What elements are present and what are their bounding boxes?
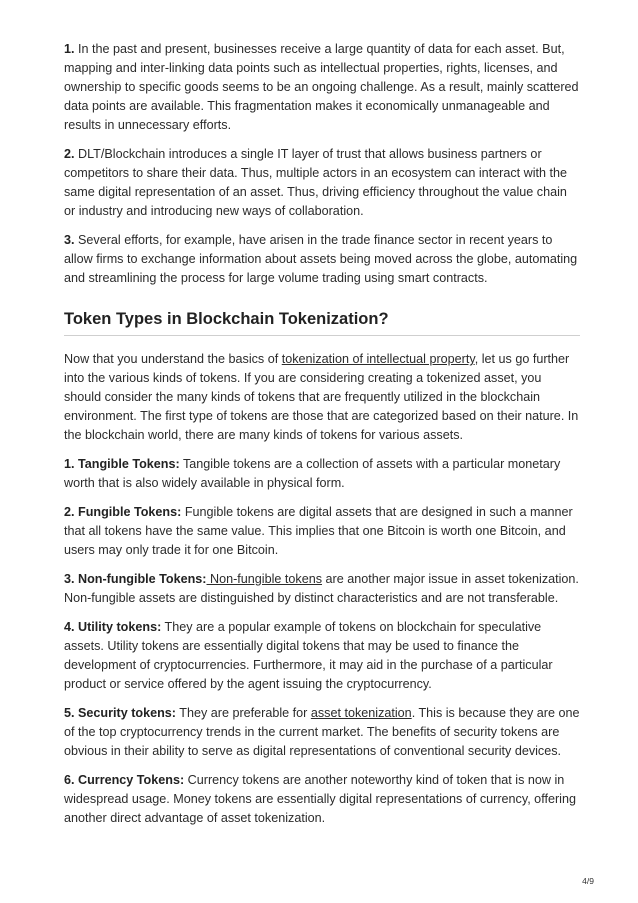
asset-tokenization-link[interactable]: asset tokenization bbox=[310, 706, 412, 720]
security-tokens-text: . This is because they are one of the top cryptocurrency trends in the current market. The benefits of security tokens are obvious in their ability to serve as digital representations of conventional security devices. bbox=[64, 706, 580, 758]
intro-paragraph-2 bbox=[64, 145, 580, 221]
tangible-tokens-label: 1. Tangible Tokens: bbox=[64, 457, 180, 471]
security-tokens-before: They are preferable for bbox=[176, 706, 311, 720]
utility-tokens-paragraph bbox=[64, 618, 580, 694]
currency-tokens-text: Currency tokens are another noteworthy kind of token that is now in widespread usage. Money tokens are essentially digital representations of currency, offering another direct advantage of asset tokenization. bbox=[64, 773, 576, 825]
utility-tokens-text: They are a popular example of tokens on blockchain for speculative assets. Utility tokens are essentially digital tokens that may be used to finance the development of cryptocurrencies. Furthermore, it may aid in the purchase of a particular product or service offered by the agent issuing the cryptocurrency. bbox=[64, 620, 553, 691]
intro-paragraph-1 bbox=[64, 40, 580, 135]
fungible-tokens-label: 2. Fungible Tokens: bbox=[64, 505, 182, 519]
tangible-tokens-paragraph bbox=[64, 455, 580, 493]
section-intro-paragraph bbox=[64, 350, 580, 445]
fungible-tokens-text: Fungible tokens are digital assets that are designed in such a manner that all tokens have the same value. This implies that one Bitcoin is worth one Bitcoin, and users may only trade it for one Bitcoin. bbox=[64, 505, 573, 557]
intro-paragraph-3 bbox=[64, 231, 580, 288]
intro-text-3: Several efforts, for example, have arisen in the trade finance sector in recent years to allow firms to exchange information about assets being moved across the globe, automating and streamlining the process for large volume trading using smart contracts. bbox=[64, 233, 578, 285]
currency-tokens-label: 6. Currency Tokens: bbox=[64, 773, 185, 787]
page-number: 4/9 bbox=[582, 876, 594, 886]
section-intro-before: Now that you understand the basics of bbox=[64, 352, 282, 366]
intro-number-1: 1. bbox=[64, 42, 75, 56]
fungible-tokens-paragraph bbox=[64, 503, 580, 560]
tangible-tokens-text: Tangible tokens are a collection of assets with a particular monetary worth that is also widely available in physical form. bbox=[64, 457, 561, 490]
security-tokens-label: 5. Security tokens: bbox=[64, 706, 176, 720]
non-fungible-tokens-link[interactable]: Non-fungible tokens bbox=[206, 572, 323, 586]
non-fungible-tokens-text: are another major issue in asset tokenization. Non-fungible assets are distinguished by distinct characteristics and are not transferable. bbox=[64, 572, 579, 605]
section-intro-after: , let us go further into the various kinds of tokens. If you are considering creating a tokenized asset, you should consider the many kinds of tokens that are frequently utilized in the blockchain environment. The first type of tokens are those that are categorized based on their nature. In the blockchain world, there are many kinds of tokens for various assets. bbox=[64, 352, 579, 442]
non-fungible-tokens-paragraph bbox=[64, 570, 580, 608]
security-tokens-paragraph bbox=[64, 704, 580, 761]
currency-tokens-paragraph bbox=[64, 771, 580, 828]
intro-number-2: 2. bbox=[64, 147, 75, 161]
document-body bbox=[64, 40, 580, 838]
non-fungible-tokens-label: 3. Non-fungible Tokens: bbox=[64, 572, 207, 586]
intro-text-2: DLT/Blockchain introduces a single IT layer of trust that allows business partners or competitors to share their data. Thus, multiple actors in an ecosystem can interact with the same digital representation of an asset. Thus, driving efficiency throughout the value chain or industry and introducing new ways of collaboration. bbox=[64, 147, 568, 218]
section-heading: Token Types in Blockchain Tokenization? bbox=[64, 310, 580, 336]
utility-tokens-label: 4. Utility tokens: bbox=[64, 620, 162, 634]
intro-number-3: 3. bbox=[64, 233, 75, 247]
ip-tokenization-link[interactable]: tokenization of intellectual property bbox=[281, 352, 475, 366]
intro-text-1: In the past and present, businesses receive a large quantity of data for each asset. But, mapping and inter-linking data points such as intellectual properties, rights, licenses, and ownership to specific goods seems to be an ongoing challenge. As a result, mainly scattered data points are available. This fragmentation makes it economically unmanageable and results in unnecessary efforts. bbox=[64, 42, 579, 132]
